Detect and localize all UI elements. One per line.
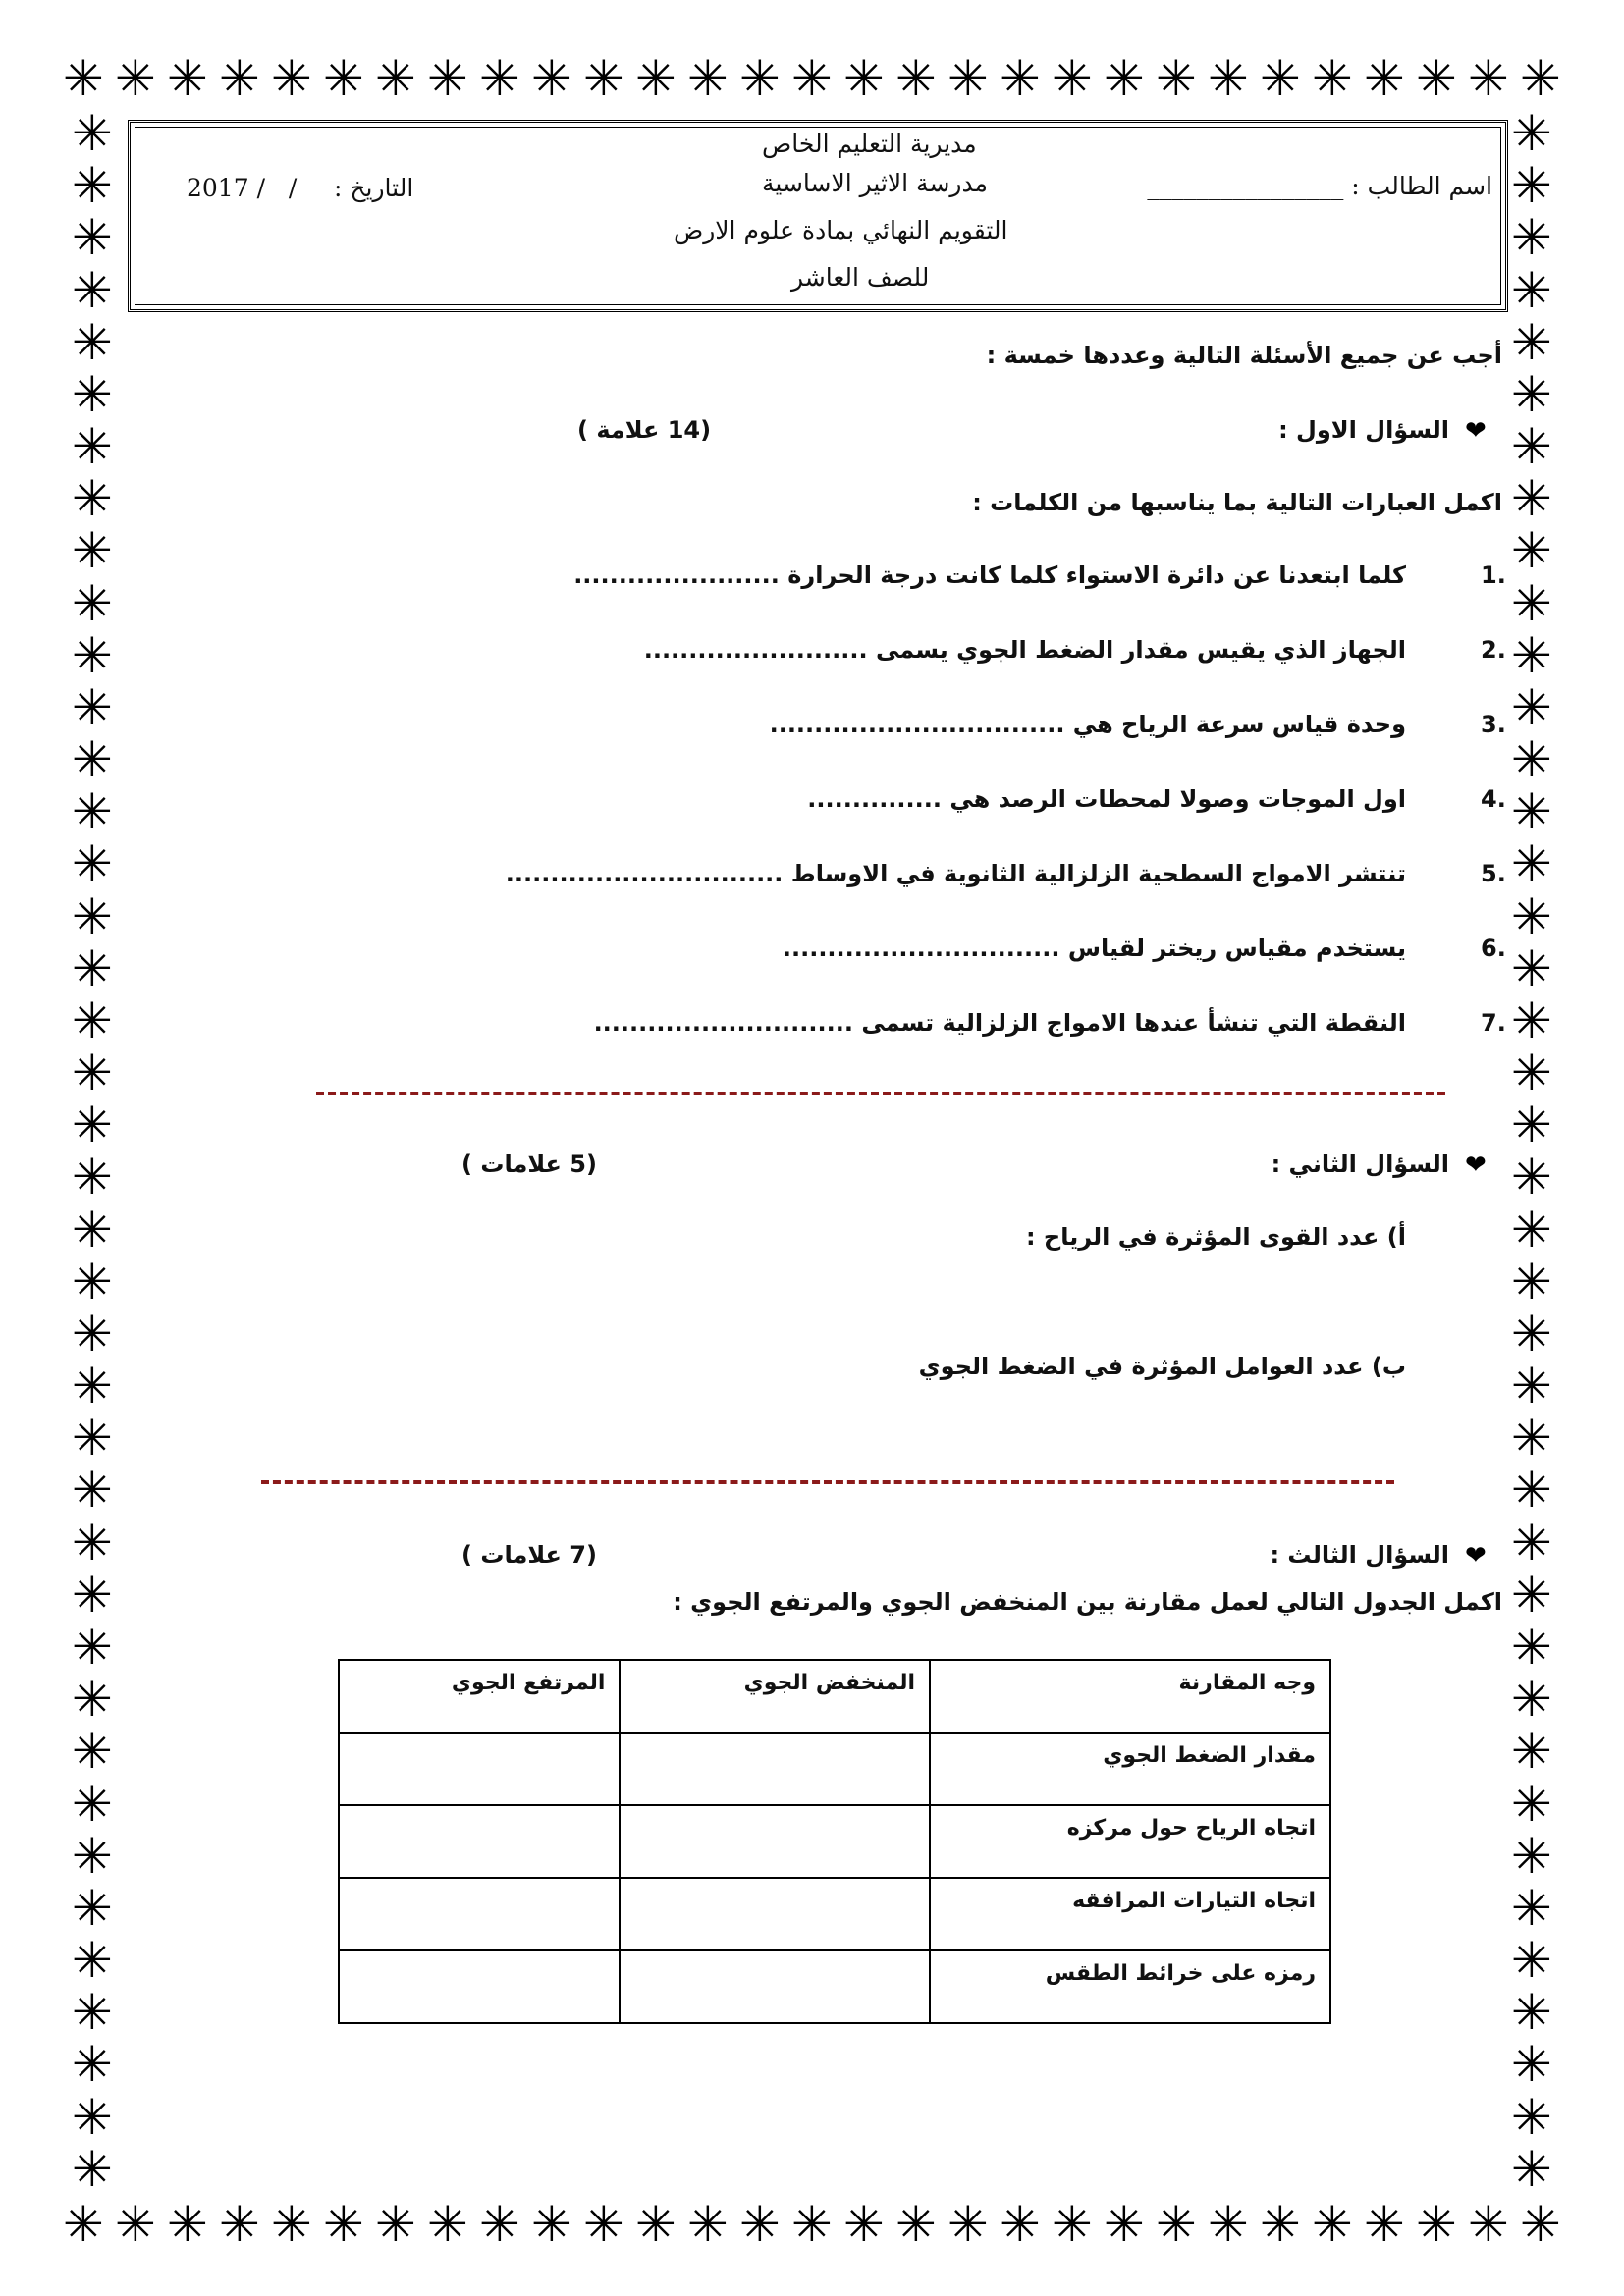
star-border-icon: ✳ <box>583 2196 624 2253</box>
grade: للصف العاشر <box>791 263 930 292</box>
star-border-icon: ✳ <box>687 2196 729 2253</box>
table-cell-answer[interactable] <box>339 1805 620 1878</box>
star-border-icon: ✳ <box>1511 783 1552 841</box>
star-border-icon: ✳ <box>1511 1932 1552 1990</box>
table-cell-answer[interactable] <box>339 1733 620 1805</box>
star-border-icon: ✳ <box>72 887 113 945</box>
star-border-icon: ✳ <box>1511 209 1552 267</box>
star-border-icon: ✳ <box>72 2036 113 2094</box>
table-cell-answer[interactable] <box>339 1950 620 2023</box>
star-border-icon: ✳ <box>167 2196 208 2253</box>
q1-item-number: 7. <box>1481 1009 1506 1037</box>
star-border-icon: ✳ <box>479 2196 520 2253</box>
star-border-icon: ✳ <box>1052 2196 1093 2253</box>
table-cell-answer[interactable] <box>620 1878 930 1950</box>
q3-marks: (7 علامات ) <box>461 1541 597 1569</box>
star-border-icon: ✳ <box>219 50 260 107</box>
star-border-icon: ✳ <box>1511 1514 1552 1572</box>
star-border-icon: ✳ <box>531 50 572 107</box>
heart-bullet-icon: ❤ <box>1465 1150 1487 1180</box>
star-border-icon: ✳ <box>1511 1723 1552 1781</box>
star-border-icon: ✳ <box>1156 2196 1197 2253</box>
star-border-icon: ✳ <box>1511 522 1552 580</box>
date-label: التاريخ : <box>334 174 414 202</box>
star-border-icon: ✳ <box>72 157 113 215</box>
star-border-icon: ✳ <box>1312 2196 1353 2253</box>
q2-part-b: ب) عدد العوامل المؤثرة في الضغط الجوي <box>918 1353 1406 1380</box>
section-divider <box>261 1480 1394 1484</box>
table-cell-answer[interactable] <box>620 1950 930 2023</box>
q3-instruction: اكمل الجدول التالي لعمل مقارنة بين المنخفض الجوي والمرتفع الجوي : <box>673 1588 1502 1616</box>
star-border-icon: ✳ <box>739 2196 781 2253</box>
star-border-icon: ✳ <box>1511 1305 1552 1362</box>
table-row <box>339 1805 1330 1878</box>
instructions: أجب عن جميع الأسئلة التالية وعددها خمسة : <box>986 342 1502 369</box>
star-border-icon: ✳ <box>72 574 113 632</box>
star-border-icon: ✳ <box>72 522 113 580</box>
star-border-icon: ✳ <box>1364 2196 1405 2253</box>
star-border-icon: ✳ <box>1416 2196 1457 2253</box>
table-cell: اتجاه التيارات المرافقه <box>930 1878 1330 1950</box>
heart-bullet-icon: ❤ <box>1465 416 1487 446</box>
star-border-icon: ✳ <box>427 50 468 107</box>
star-border-icon: ✳ <box>72 783 113 841</box>
table-cell-answer[interactable] <box>339 1878 620 1950</box>
table-header-cell: وجه المقارنة <box>930 1660 1330 1733</box>
star-border-icon: ✳ <box>72 939 113 997</box>
star-border-icon: ✳ <box>72 418 113 476</box>
star-border-icon: ✳ <box>1511 1358 1552 1415</box>
border-bottom <box>63 2195 1561 2254</box>
star-border-icon: ✳ <box>1511 157 1552 215</box>
star-border-icon: ✳ <box>635 50 677 107</box>
q1-item-number: 6. <box>1481 934 1506 962</box>
school-name: مدرسة الاثير الاساسية <box>762 169 988 197</box>
table-header-cell: المرتفع الجوي <box>339 1660 620 1733</box>
star-border-icon: ✳ <box>72 1044 113 1102</box>
star-border-icon: ✳ <box>687 50 729 107</box>
star-border-icon: ✳ <box>115 50 156 107</box>
star-border-icon: ✳ <box>1511 1201 1552 1258</box>
star-border-icon: ✳ <box>1312 50 1353 107</box>
star-border-icon: ✳ <box>1468 50 1509 107</box>
star-border-icon: ✳ <box>1052 50 1093 107</box>
star-border-icon: ✳ <box>1511 1096 1552 1154</box>
star-border-icon: ✳ <box>72 1514 113 1572</box>
star-border-icon: ✳ <box>72 835 113 893</box>
table-row <box>339 1733 1330 1805</box>
star-border-icon: ✳ <box>531 2196 572 2253</box>
q1-item-number: 2. <box>1481 636 1506 664</box>
star-border-icon: ✳ <box>1416 50 1457 107</box>
star-border-icon: ✳ <box>1364 50 1405 107</box>
star-border-icon: ✳ <box>1511 1462 1552 1520</box>
q1-marks: (14 علامة ) <box>577 416 712 444</box>
q1-item-number: 5. <box>1481 860 1506 887</box>
q1-item-text: يستخدم مقياس ريختر لقياس ............................... <box>782 934 1406 962</box>
star-border-icon: ✳ <box>843 50 885 107</box>
date-value: 2017 / / <box>187 174 298 202</box>
star-border-icon: ✳ <box>1260 2196 1301 2253</box>
q1-item-text: وحدة قياس سرعة الرياح هي ................................. <box>769 711 1406 738</box>
star-border-icon: ✳ <box>1000 2196 1041 2253</box>
star-border-icon: ✳ <box>72 105 113 162</box>
star-border-icon: ✳ <box>1208 2196 1249 2253</box>
table-header-row <box>339 1660 1330 1733</box>
star-border-icon: ✳ <box>72 1566 113 1624</box>
star-border-icon: ✳ <box>1511 470 1552 528</box>
star-border-icon: ✳ <box>1520 50 1561 107</box>
star-border-icon: ✳ <box>72 1723 113 1781</box>
q2-part-a: أ) عدد القوى المؤثرة في الرياح : <box>1025 1223 1406 1251</box>
table-cell: مقدار الضغط الجوي <box>930 1733 1330 1805</box>
star-border-icon: ✳ <box>1511 418 1552 476</box>
star-border-icon: ✳ <box>427 2196 468 2253</box>
star-border-icon: ✳ <box>63 2196 104 2253</box>
star-border-icon: ✳ <box>72 1253 113 1310</box>
q1-item-number: 3. <box>1481 711 1506 738</box>
star-border-icon: ✳ <box>1511 1671 1552 1729</box>
star-border-icon: ✳ <box>72 1148 113 1206</box>
q1-item-text: تنتشر الامواج السطحية الزلزالية الثانوية في الاوساط ............................... <box>505 860 1406 887</box>
star-border-icon: ✳ <box>1156 50 1197 107</box>
star-border-icon: ✳ <box>1511 1148 1552 1206</box>
section-divider <box>316 1092 1445 1095</box>
star-border-icon: ✳ <box>1511 731 1552 789</box>
star-border-icon: ✳ <box>72 731 113 789</box>
star-border-icon: ✳ <box>1511 2140 1552 2198</box>
q1-title: السؤال الاول : <box>1278 416 1449 444</box>
star-border-icon: ✳ <box>72 313 113 371</box>
star-border-icon: ✳ <box>1511 105 1552 162</box>
star-border-icon: ✳ <box>1260 50 1301 107</box>
star-border-icon: ✳ <box>1511 626 1552 684</box>
q2-title: السؤال الثاني : <box>1271 1150 1449 1178</box>
star-border-icon: ✳ <box>1511 1879 1552 1937</box>
border-right <box>1502 105 1561 2198</box>
star-border-icon: ✳ <box>375 2196 416 2253</box>
q1-instruction: اكمل العبارات التالية بما يناسبها من الكلمات : <box>972 489 1502 516</box>
star-border-icon: ✳ <box>1511 1618 1552 1676</box>
star-border-icon: ✳ <box>1511 1566 1552 1624</box>
star-border-icon: ✳ <box>895 50 937 107</box>
star-border-icon: ✳ <box>72 1671 113 1729</box>
star-border-icon: ✳ <box>1511 574 1552 632</box>
q3-title: السؤال الثالث : <box>1270 1541 1449 1569</box>
border-left <box>63 105 122 2198</box>
star-border-icon: ✳ <box>1511 1044 1552 1102</box>
star-border-icon: ✳ <box>1000 50 1041 107</box>
star-border-icon: ✳ <box>271 2196 312 2253</box>
star-border-icon: ✳ <box>219 2196 260 2253</box>
star-border-icon: ✳ <box>1511 1984 1552 2042</box>
star-border-icon: ✳ <box>479 50 520 107</box>
star-border-icon: ✳ <box>72 1462 113 1520</box>
star-border-icon: ✳ <box>323 2196 364 2253</box>
star-border-icon: ✳ <box>635 2196 677 2253</box>
star-border-icon: ✳ <box>1208 50 1249 107</box>
star-border-icon: ✳ <box>947 50 989 107</box>
star-border-icon: ✳ <box>1511 1775 1552 1833</box>
q1-item-text: كلما ابتعدنا عن دائرة الاستواء كلما كانت درجة الحرارة ....................... <box>573 561 1406 589</box>
star-border-icon: ✳ <box>72 209 113 267</box>
star-border-icon: ✳ <box>72 626 113 684</box>
q1-item-number: 1. <box>1481 561 1506 589</box>
star-border-icon: ✳ <box>1511 1410 1552 1468</box>
star-border-icon: ✳ <box>1511 887 1552 945</box>
table-cell: اتجاه الرياح حول مركزه <box>930 1805 1330 1878</box>
star-border-icon: ✳ <box>72 1305 113 1362</box>
student-name-label: اسم الطالب : ________________ <box>1147 172 1492 200</box>
star-border-icon: ✳ <box>72 1358 113 1415</box>
star-border-icon: ✳ <box>72 1201 113 1258</box>
table-header-cell: المنخفض الجوي <box>620 1660 930 1733</box>
star-border-icon: ✳ <box>72 678 113 736</box>
star-border-icon: ✳ <box>1511 2088 1552 2146</box>
star-border-icon: ✳ <box>72 991 113 1049</box>
table-row <box>339 1950 1330 2023</box>
star-border-icon: ✳ <box>72 1879 113 1937</box>
star-border-icon: ✳ <box>375 50 416 107</box>
table-row <box>339 1878 1330 1950</box>
star-border-icon: ✳ <box>1520 2196 1561 2253</box>
q1-item-text: النقطة التي تنشأ عندها الامواج الزلزالية تسمى ............................. <box>593 1009 1406 1037</box>
star-border-icon: ✳ <box>1511 678 1552 736</box>
star-border-icon: ✳ <box>1511 313 1552 371</box>
star-border-icon: ✳ <box>843 2196 885 2253</box>
star-border-icon: ✳ <box>323 50 364 107</box>
star-border-icon: ✳ <box>895 2196 937 2253</box>
q1-item-text: الجهاز الذي يقيس مقدار الضغط الجوي يسمى ......................... <box>643 636 1406 664</box>
table-cell: رمزه على خرائط الطقس <box>930 1950 1330 2023</box>
star-border-icon: ✳ <box>115 2196 156 2253</box>
star-border-icon: ✳ <box>271 50 312 107</box>
star-border-icon: ✳ <box>1511 365 1552 423</box>
comparison-table <box>338 1659 1331 2024</box>
star-border-icon: ✳ <box>72 1827 113 1885</box>
star-border-icon: ✳ <box>1511 939 1552 997</box>
exam-title: التقويم النهائي بمادة علوم الارض <box>674 216 1008 244</box>
star-border-icon: ✳ <box>63 50 104 107</box>
star-border-icon: ✳ <box>72 1984 113 2042</box>
star-border-icon: ✳ <box>1511 261 1552 319</box>
star-border-icon: ✳ <box>1511 1827 1552 1885</box>
star-border-icon: ✳ <box>72 1096 113 1154</box>
star-border-icon: ✳ <box>1511 1253 1552 1310</box>
star-border-icon: ✳ <box>1104 2196 1145 2253</box>
star-border-icon: ✳ <box>72 365 113 423</box>
star-border-icon: ✳ <box>791 2196 833 2253</box>
star-border-icon: ✳ <box>1511 2036 1552 2094</box>
star-border-icon: ✳ <box>72 2088 113 2146</box>
star-border-icon: ✳ <box>583 50 624 107</box>
heart-bullet-icon: ❤ <box>1465 1541 1487 1571</box>
star-border-icon: ✳ <box>947 2196 989 2253</box>
star-border-icon: ✳ <box>72 1775 113 1833</box>
star-border-icon: ✳ <box>1511 991 1552 1049</box>
table-cell-answer[interactable] <box>620 1733 930 1805</box>
border-top <box>63 49 1561 108</box>
star-border-icon: ✳ <box>1104 50 1145 107</box>
directorate-name: مديرية التعليم الخاص <box>762 130 977 158</box>
star-border-icon: ✳ <box>72 1618 113 1676</box>
star-border-icon: ✳ <box>167 50 208 107</box>
q1-item-text: اول الموجات وصولا لمحطات الرصد هي ............... <box>807 785 1406 813</box>
star-border-icon: ✳ <box>72 1410 113 1468</box>
star-border-icon: ✳ <box>791 50 833 107</box>
q2-marks: (5 علامات ) <box>461 1150 597 1178</box>
star-border-icon: ✳ <box>72 2140 113 2198</box>
star-border-icon: ✳ <box>739 50 781 107</box>
star-border-icon: ✳ <box>1468 2196 1509 2253</box>
star-border-icon: ✳ <box>72 261 113 319</box>
star-border-icon: ✳ <box>72 470 113 528</box>
star-border-icon: ✳ <box>1511 835 1552 893</box>
star-border-icon: ✳ <box>72 1932 113 1990</box>
table-cell-answer[interactable] <box>620 1805 930 1878</box>
q1-item-number: 4. <box>1481 785 1506 813</box>
